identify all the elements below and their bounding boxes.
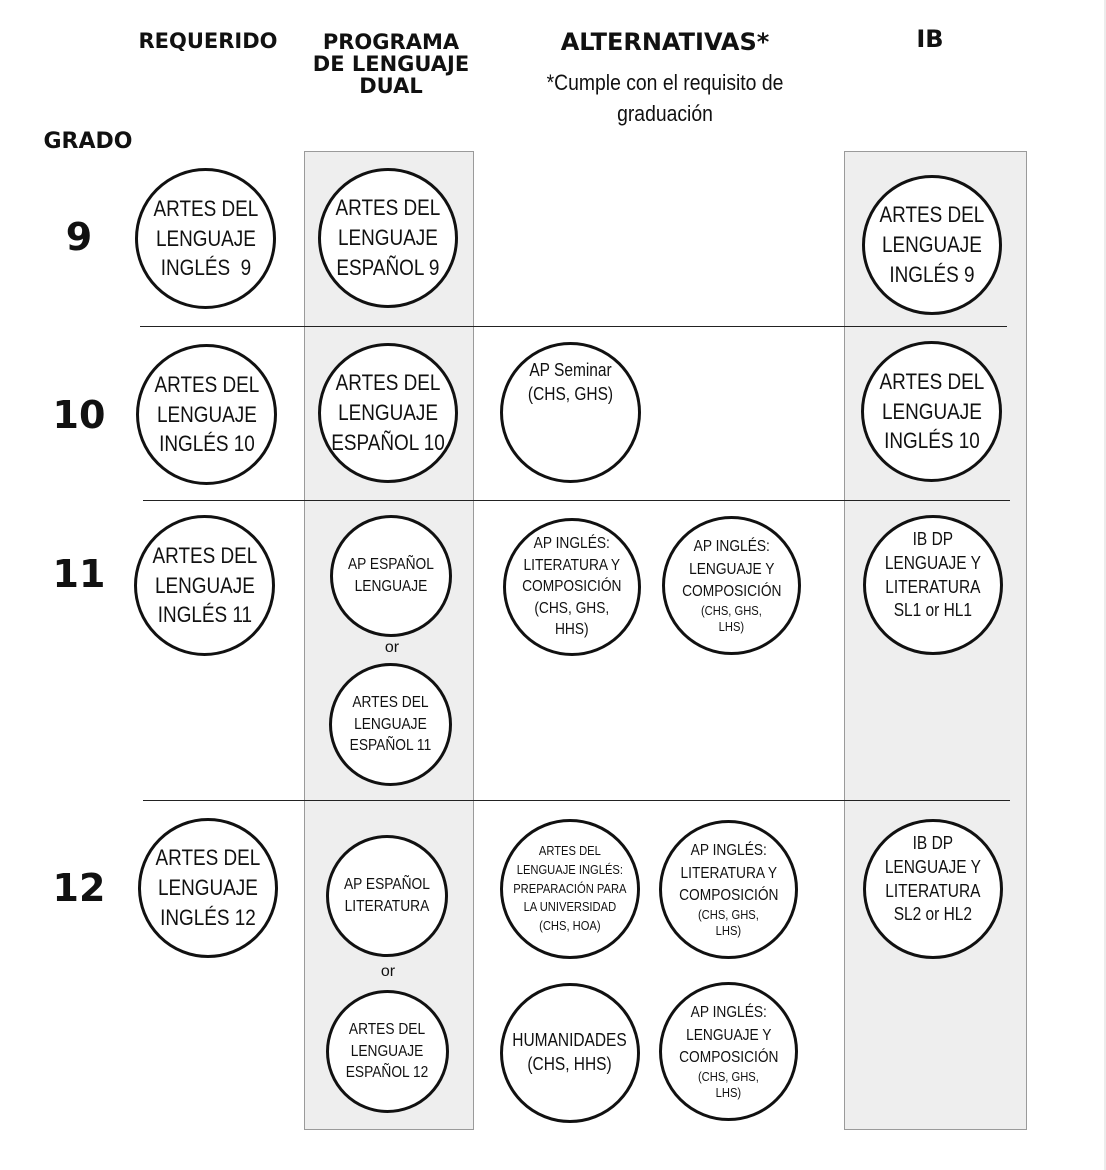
course-line: LENGUAJE [881, 398, 982, 424]
course-line: COMPOSICIÓN [681, 583, 782, 601]
row-divider-10-11 [143, 500, 1010, 501]
course-line: LENGUAJE Y [685, 1026, 772, 1044]
course-line: LENGUAJE Y [884, 856, 982, 877]
alternativas-note-line1: *Cumple con el requisito de [546, 70, 784, 95]
header-programa-line1: PROGRAMA [322, 30, 460, 54]
header-programa-line3: DUAL [359, 74, 423, 99]
course-g10-ib [861, 341, 1002, 482]
course-line: AP INGLÉS: [690, 842, 767, 860]
course-line: HHS) [555, 621, 589, 639]
course-line: LENGUAJE INGLÉS: [516, 861, 624, 877]
course-g12-alt-humanidades [500, 983, 640, 1123]
course-g11-alt-ap-lit [503, 518, 641, 656]
course-line: LENGUAJE [351, 1042, 424, 1060]
course-line: LITERATURA Y [523, 556, 621, 574]
grade-11: 11 [52, 552, 106, 596]
course-line: AP INGLÉS: [533, 535, 611, 553]
course-line: LENGUAJE [155, 225, 256, 251]
course-line: (CHS, GHS) [527, 383, 614, 404]
course-g12-ib [863, 819, 1003, 959]
course-line: SL2 or HL2 [893, 904, 973, 925]
course-line: LENGUAJE [158, 875, 258, 901]
course-g12-alt-prep-universidad [500, 819, 640, 959]
course-line: INGLÉS 12 [160, 904, 256, 930]
header-ib: IB [916, 25, 944, 53]
course-line: INGLÉS 11 [157, 602, 252, 628]
course-g11-required [134, 515, 275, 656]
course-line: ARTES DEL [154, 371, 259, 397]
course-g10-alt-ap-seminar [500, 342, 641, 483]
course-line: (CHS, GHS, [698, 1069, 759, 1085]
course-line: INGLÉS 10 [883, 428, 980, 454]
course-line: LENGUAJE [354, 715, 427, 733]
course-g9-required [135, 168, 276, 309]
course-g12-required [138, 818, 278, 958]
course-g11-dual-ap-espanol [330, 515, 452, 637]
course-line: LENGUAJE [354, 578, 428, 595]
course-line: ARTES DEL [539, 842, 601, 858]
header-alternativas: ALTERNATIVAS* [560, 28, 770, 56]
grade-12: 12 [52, 866, 106, 910]
course-line: ARTES DEL [335, 195, 441, 221]
course-line: (CHS, GHS, [698, 907, 759, 923]
course-line: LENGUAJE Y [688, 560, 775, 578]
course-line: COMPOSICIÓN [678, 887, 779, 905]
course-line: ARTES DEL [352, 694, 429, 712]
course-line: LENGUAJE Y [884, 552, 982, 573]
course-line: ESPAÑOL 12 [346, 1064, 429, 1082]
course-line: COMPOSICIÓN [522, 578, 622, 596]
course-line: AP Seminar [529, 360, 612, 380]
course-line: ESPAÑOL 11 [349, 737, 432, 755]
course-line: (CHS, GHS, [534, 599, 610, 617]
course-line: ARTES DEL [152, 542, 257, 568]
course-line: (CHS, HHS) [527, 1054, 613, 1074]
course-line: AP INGLÉS: [690, 1004, 767, 1022]
course-g10-dual [318, 343, 458, 483]
course-g11-alt-ap-lang [662, 516, 801, 655]
course-line: LENGUAJE [156, 401, 257, 427]
header-requerido: REQUERIDO [138, 29, 278, 53]
or-connector-g12: or [380, 963, 396, 980]
course-line: SL1 or HL1 [893, 600, 973, 621]
course-line: AP INGLÉS: [693, 538, 770, 556]
course-line: LHS) [715, 923, 742, 939]
course-g12-dual-artes-espanol [326, 990, 449, 1113]
course-g10-required [136, 344, 277, 485]
course-line: INGLÉS 9 [889, 261, 975, 287]
course-g11-ib [863, 515, 1003, 655]
course-line: AP ESPAÑOL [344, 876, 430, 894]
course-line: (CHS, GHS, [701, 603, 762, 619]
course-line: LITERATURA [885, 576, 981, 597]
course-g9-ib [862, 175, 1002, 315]
course-line: PREPARACIÓN PARA [513, 880, 627, 896]
course-g12-alt-ap-lit [659, 820, 798, 959]
course-line: AP ESPAÑOL [348, 556, 434, 574]
alternativas-note [524, 68, 806, 130]
course-g12-dual-ap-espanol [326, 835, 448, 957]
course-line: ARTES DEL [349, 1021, 426, 1039]
course-line: ARTES DEL [153, 195, 258, 221]
course-line: ARTES DEL [879, 202, 985, 228]
course-line: IB DP [912, 529, 954, 549]
or-connector-g11: or [384, 639, 400, 656]
course-line: LA UNIVERSIDAD [523, 899, 617, 915]
header-programa-dual [298, 31, 484, 97]
course-line: LENGUAJE [338, 400, 438, 426]
row-divider-11-12 [143, 800, 1010, 801]
course-g9-dual [318, 168, 458, 308]
course-line: HUMANIDADES [512, 1030, 628, 1051]
course-line: COMPOSICIÓN [678, 1049, 779, 1067]
alternativas-note-line2: graduación [617, 100, 713, 126]
course-line: ESPAÑOL 9 [336, 254, 440, 280]
course-line: LENGUAJE [882, 232, 982, 258]
course-g11-dual-artes-espanol [329, 663, 452, 786]
course-line: LENGUAJE [154, 572, 255, 598]
course-line: LHS) [718, 619, 745, 635]
course-line: ESPAÑOL 10 [331, 429, 445, 455]
course-line: LENGUAJE [338, 225, 438, 251]
course-line: LITERATURA [885, 880, 981, 901]
row-divider-9-10 [140, 326, 1007, 327]
header-programa-line2: DE LENGUAJE [312, 52, 470, 77]
course-line: ARTES DEL [879, 368, 984, 394]
course-line: (CHS, HOA) [539, 918, 601, 934]
course-line: INGLÉS 10 [158, 431, 255, 457]
course-line: ARTES DEL [155, 845, 261, 871]
course-g12-alt-ap-lang [659, 982, 798, 1121]
course-line: ARTES DEL [335, 370, 441, 396]
course-line: LITERATURA [344, 898, 430, 915]
course-line: INGLÉS 9 [160, 255, 251, 281]
course-line: LITERATURA Y [680, 864, 777, 882]
grade-10: 10 [52, 393, 106, 437]
course-line: IB DP [912, 833, 954, 853]
grade-9: 9 [65, 215, 93, 259]
course-line: LHS) [715, 1085, 742, 1101]
header-grado: GRADO [43, 129, 133, 154]
